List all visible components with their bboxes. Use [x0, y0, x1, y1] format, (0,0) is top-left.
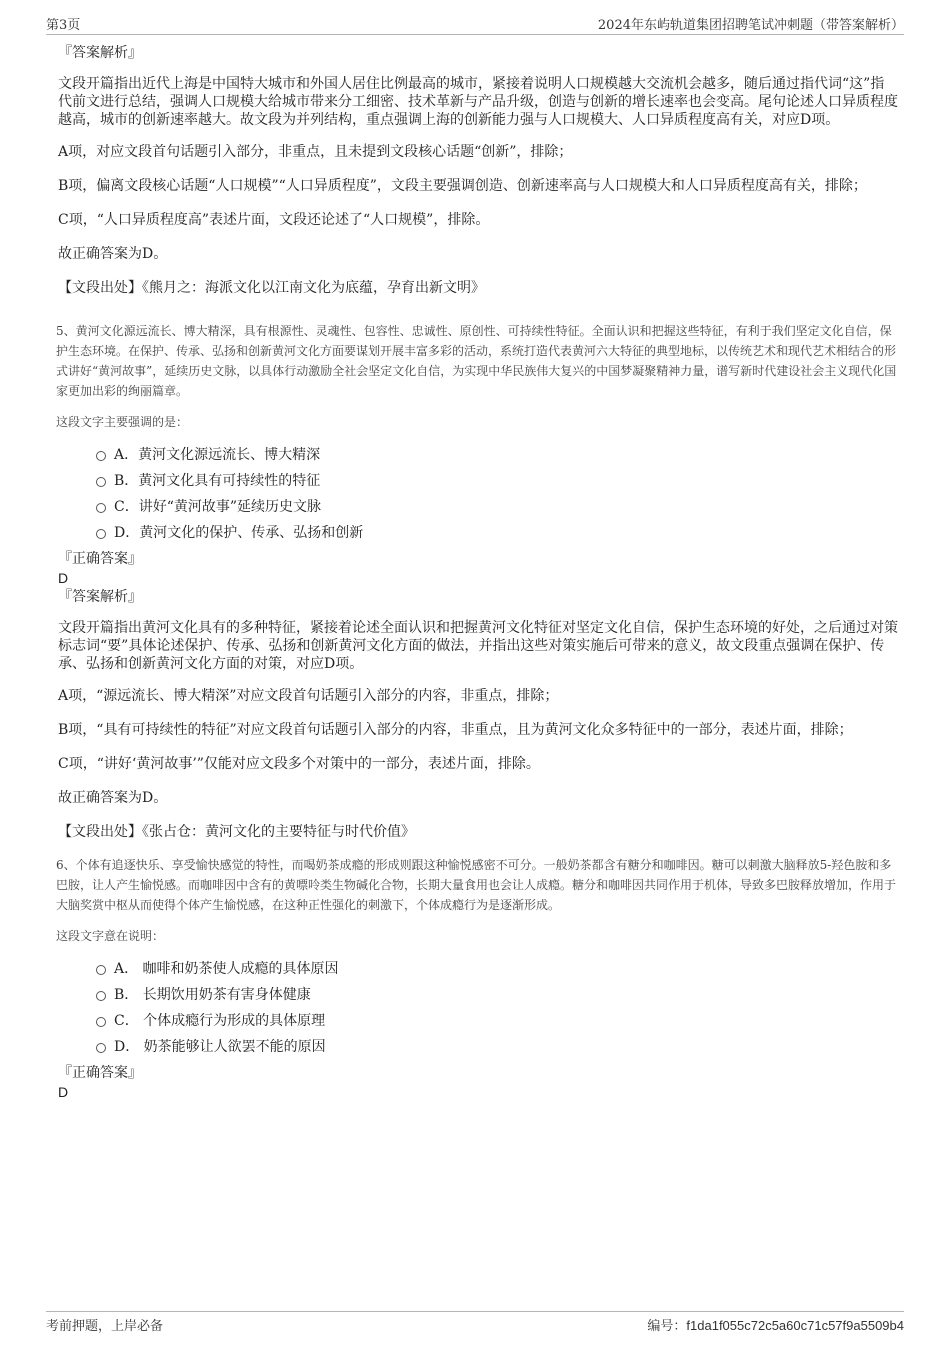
footer-slogan: 考前押题，上岸必备 — [46, 1319, 164, 1334]
radio-icon[interactable] — [96, 965, 106, 975]
q5-option-d[interactable]: D．黄河文化的保护、传承、弘扬和创新 — [96, 520, 898, 546]
q5-option-a[interactable]: A．黄河文化源远流长、博大精深 — [96, 442, 898, 468]
q4-source: 【文段出处】《熊月之：海派文化以江南文化为底蕴，孕育出新文明》 — [58, 280, 485, 296]
q5-options — [56, 442, 898, 546]
q5-analysis-para: B项，“具有可持续性的特征”对应文段首句话题引入部分的内容，非重点，且为黄河文化众多特征中的一部分，表述片面，排除； — [58, 722, 853, 738]
document-title: 2024年东屿轨道集团招聘笔试冲刺题（带答案解析） — [597, 18, 904, 33]
radio-icon[interactable] — [96, 503, 106, 513]
page-content — [56, 44, 898, 1102]
q5-option-b[interactable]: B．黄河文化具有可持续性的特征 — [96, 468, 898, 494]
q4-analysis-para: 文段开篇指出近代上海是中国特大城市和外国人居住比例最高的城市，紧接着说明人口规模越大交流机会越多，随后通过指代词“这”指代前文进行总结，强调人口规模大给城市带来分工细密、技术革新与产品升级，创造与创新的增长速率也会变高。尾句论述人口异质程度越高，城市的创新速率越大。故文段为并列结构，重点强调上海的创新能力强与人口规模大、人口异质程度高有关，对应D项。 — [58, 76, 898, 128]
q6-answer: D — [58, 1084, 69, 1100]
page-footer — [46, 1311, 904, 1334]
radio-icon[interactable] — [96, 1043, 106, 1053]
q5-question-text: 5、黄河文化源远流长、博大精深，具有根源性、灵魂性、包容性、忠诚性、原创性、可持续性特征。全面认识和把握这些特征，有利于我们坚定文化自信，保护生态环境。在保护、传承、弘扬和创新黄河文化方面要谋划开展丰富多彩的活动，系统打造代表黄河六大特征的典型地标，以传统艺术和现代艺术相结合的形式讲好“黄河故事”，延续历史文脉，以具体行动激励全社会坚定文化自信，为实现中华民族伟大复兴的中国梦凝聚精神力量，谱写新时代建设社会主义现代化国家更加出彩的绚丽篇章。 — [56, 324, 897, 398]
code-label: 编号： — [647, 1319, 687, 1334]
radio-icon[interactable] — [96, 991, 106, 1001]
code-value: f1da1f055c72c5a60c71c57f9a5509b4 — [686, 1318, 904, 1333]
q4-analysis-para: B项，偏离文段核心话题“人口规模”“人口异质程度”，文段主要强调创造、创新速率高与人口规模大和人口异质程度高有关，排除； — [58, 178, 867, 194]
q5-answer-label: 『正确答案』 — [58, 551, 142, 567]
q5-source: 【文段出处】《张占仓：黄河文化的主要特征与时代价值》 — [58, 824, 415, 840]
q6-answer-label: 『正确答案』 — [58, 1065, 142, 1081]
q4-analysis-label: 『答案解析』 — [58, 45, 142, 61]
q6-option-b[interactable]: B． 长期饮用奶茶有害身体健康 — [96, 982, 898, 1008]
q5-analysis-para: C项，“讲好‘黄河故事’”仅能对应文段多个对策中的一部分，表述片面，排除。 — [58, 756, 540, 772]
q6-option-c[interactable]: C． 个体成瘾行为形成的具体原理 — [96, 1008, 898, 1034]
q5-analysis-para: A项，“源远流长、博大精深”对应文段首句话题引入部分的内容，非重点，排除； — [58, 688, 559, 704]
q5-answer: D — [58, 570, 69, 586]
radio-icon[interactable] — [96, 477, 106, 487]
q5-analysis-label: 『答案解析』 — [58, 589, 142, 605]
radio-icon[interactable] — [96, 1017, 106, 1027]
document-code — [647, 1315, 904, 1334]
q6-prompt: 这段文字意在说明： — [56, 929, 165, 943]
q5-prompt: 这段文字主要强调的是： — [56, 415, 189, 429]
q5-analysis-para: 故正确答案为D。 — [58, 790, 168, 806]
q4-analysis-para: C项，“人口异质程度高”表述片面，文段还论述了“人口规模”，排除。 — [58, 212, 490, 228]
radio-icon[interactable] — [96, 529, 106, 539]
q6-option-a[interactable]: A． 咖啡和奶茶使人成瘾的具体原因 — [96, 956, 898, 982]
q4-analysis-para: A项，对应文段首句话题引入部分，非重点，且未提到文段核心话题“创新”，排除； — [58, 144, 573, 160]
q5-option-c[interactable]: C．讲好“黄河故事”延续历史文脉 — [96, 494, 898, 520]
q4-analysis-para: 故正确答案为D。 — [58, 246, 168, 262]
q6-options — [56, 956, 898, 1060]
q6-question-text: 6、个体有追逐快乐、享受愉快感觉的特性，而喝奶茶成瘾的形成则跟这种愉悦感密不可分。一般奶茶都含有糖分和咖啡因。糖可以刺激大脑释放5-羟色胺和多巴胺，让人产生愉悦感。而咖啡因中含有的黄嘌呤类生物碱化合物，长期大量食用也会让人成瘾。糖分和咖啡因共同作用于机体，导致多巴胺释放增加，作用于大脑奖赏中枢从而使得个体产生愉悦感，在这种正性强化的刺激下，个体成瘾行为是逐渐形成。 — [56, 858, 897, 912]
page-header — [46, 14, 904, 35]
q5-analysis-para: 文段开篇指出黄河文化具有的多种特征，紧接着论述全面认识和把握黄河文化特征对坚定文化自信，保护生态环境的好处，之后通过对策标志词“要”具体论述保护、传承、弘扬和创新黄河文化方面的做法，并指出这些对策实施后可带来的意义，故文段重点强调在保护、传承、弘扬和创新黄河文化方面的对策，对应D项。 — [58, 620, 898, 672]
page-number: 第3页 — [46, 18, 81, 33]
q6-option-d[interactable]: D． 奶茶能够让人欲罢不能的原因 — [96, 1034, 898, 1060]
radio-icon[interactable] — [96, 451, 106, 461]
